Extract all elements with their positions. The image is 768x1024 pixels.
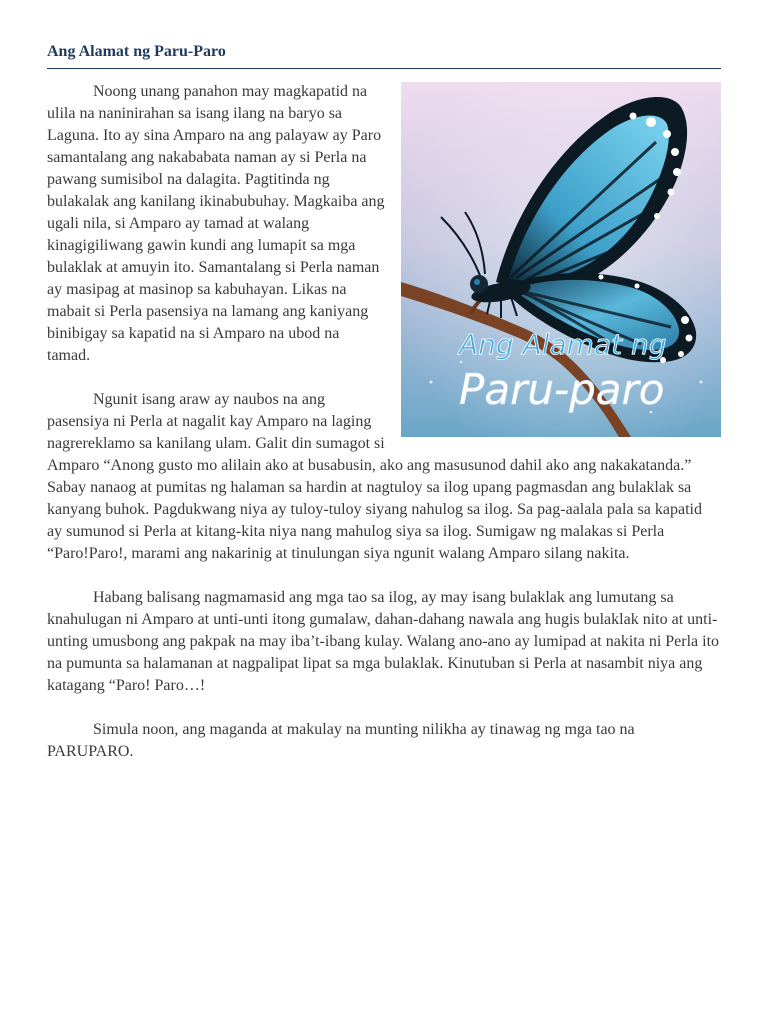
butterfly-image — [401, 82, 721, 437]
title-divider — [47, 68, 721, 69]
paragraph-2: Ngunit isang araw ay naubos na ang pasensiya ni Perla at nagalit kay Amparo na laging nagrereklamo sa kanilang ulam. Galit din sumagot si Amparo “Anong gusto mo alilain ako at busabusin, ako ang masusunod dahil ako ang nakakatanda.” Sabay nanaog at pumitas ng halaman sa hardin at nagtuloy sa ilog upang pagmasdan ang bulaklak sa kanyang buhok. Pagdukwang niya ay tuloy-tuloy siyang nahulog sa ilog. Sa pag-aalala pala sa kapatid ay sumunod si Perla at kitang-kita niya nang mahulog siya sa ilog. Sumigaw ng malakas si Perla “Paro!Paro!, marami ang nakarinig at tinulungan siya ngunit walang Amparo silang nakita. — [47, 391, 702, 562]
document-title: Ang Alamat ng Paru-Paro — [47, 43, 226, 60]
paragraph-4: Simula noon, ang maganda at makulay na munting nilikha ay tinawag ng mga tao na PARUPARO. — [47, 721, 635, 760]
caption-line-1: Ang Alamat ng — [459, 328, 667, 361]
paragraph-3: Habang balisang nagmamasid ang mga tao sa ilog, ay may isang bulaklak ang lumutang sa knahulugan ni Amparo at unti-unti itong gumalaw, dahan-dahang nawala ang hugis bulaklak nito at unti-unting umusbong ang pakpak na may iba’t-ibang kulay. Walang ano-ano ay lumipad at nakita ni Perla ito na pumunta sa halamanan at nagpalipat lipat sa mga bulaklak. Kinutuban si Perla at nasambit niya ang katagang “Paro! Paro…! — [47, 589, 720, 694]
caption-line-2: Paru-paro — [459, 365, 665, 414]
butterfly-illustration — [401, 82, 721, 437]
paragraph-1: Noong unang panahon may magkapatid na ulila na naninirahan sa isang ilang na baryo sa Laguna. Ito ay sina Amparo na ang palayaw ay Paro samantalang ang nakababata naman ay si Perla na pawang sumisibol na dalagita. Pagtitinda ng bulakalak ang kanilang ikinabubuhay. Magkaiba ang ugali nila, si Amparo ay tamad at walang kinagigiliwang gawin kundi ang lumapit sa mga bulaklak at amuyin ito. Samantalang si Perla naman ay masipag at masinop sa kabuhayan. Likas na mabait si Perla pasensiya na lamang ang kaniyang binibigay sa kapatid na si Amparo na ubod na tamad. — [47, 83, 385, 364]
